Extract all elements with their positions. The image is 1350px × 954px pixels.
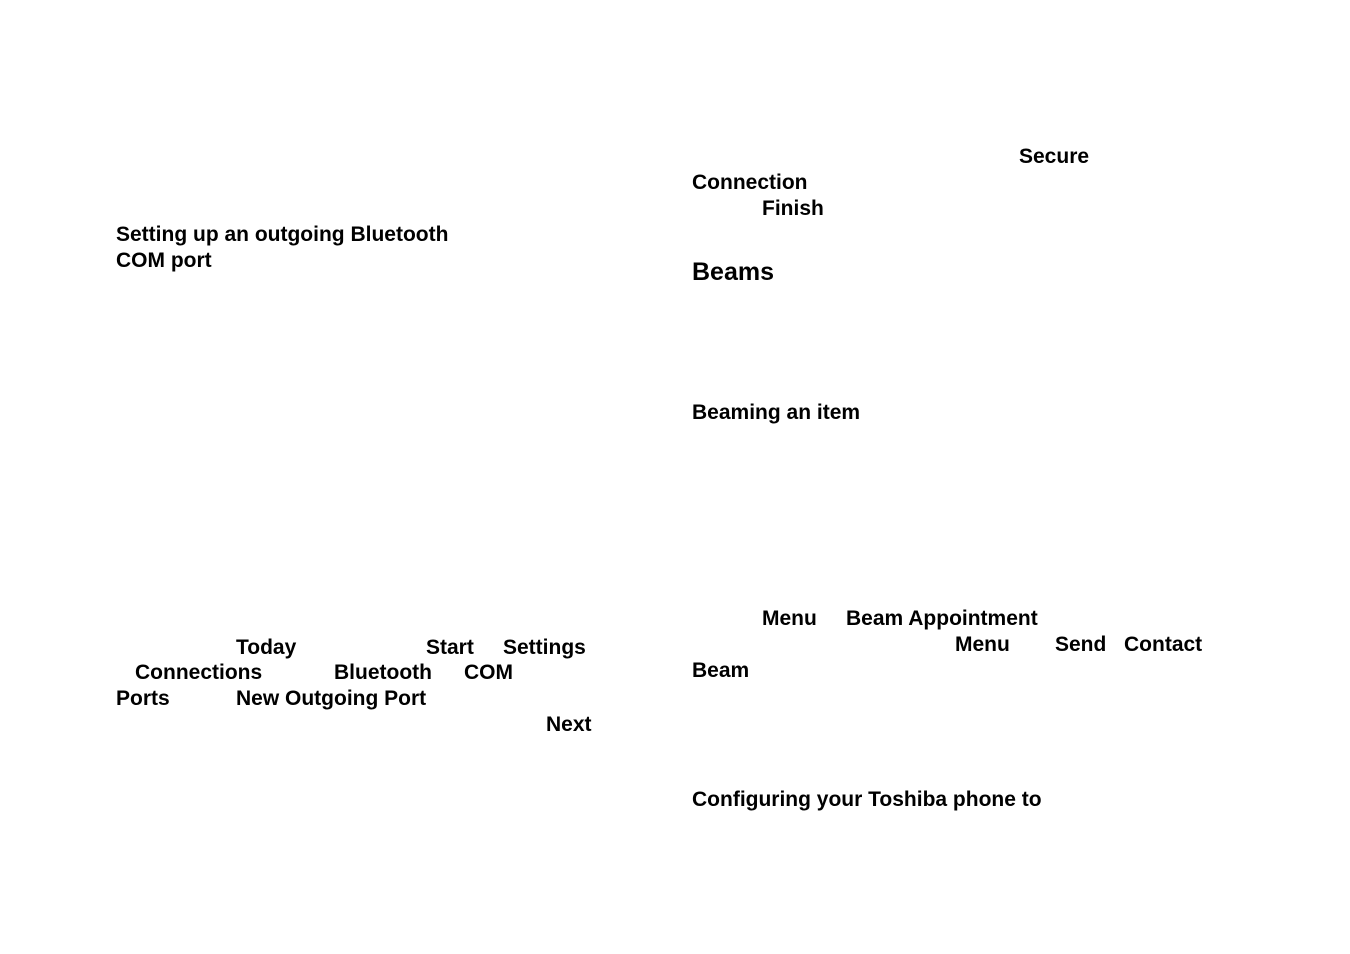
step-contact: Contact: [1124, 633, 1203, 656]
subheading-configuring-toshiba: Configuring your Toshiba phone to: [692, 788, 1042, 811]
step-connections: Connections: [135, 661, 263, 684]
step-finish: Finish: [762, 197, 824, 220]
step-start: Start: [426, 636, 474, 659]
step-beam: Beam: [692, 659, 750, 682]
subheading-beaming-an-item: Beaming an item: [692, 401, 861, 424]
step-menu-2: Menu: [955, 633, 1010, 656]
step-bluetooth: Bluetooth: [334, 661, 432, 684]
step-menu: Menu: [762, 607, 817, 630]
step-settings: Settings: [503, 636, 586, 659]
step-com: COM: [464, 661, 513, 684]
step-next: Next: [546, 713, 592, 736]
step-connection: Connection: [692, 171, 808, 194]
section-title-beams: Beams: [692, 258, 774, 286]
step-beam-appointment: Beam Appointment: [846, 607, 1038, 630]
section-heading-line2: COM port: [116, 249, 212, 272]
step-today: Today: [236, 636, 297, 659]
step-new-outgoing-port: New Outgoing Port: [236, 687, 427, 710]
step-send: Send: [1055, 633, 1107, 656]
step-secure: Secure: [1019, 145, 1090, 168]
step-ports: Ports: [116, 687, 170, 710]
section-heading-line1: Setting up an outgoing Bluetooth: [116, 223, 449, 246]
